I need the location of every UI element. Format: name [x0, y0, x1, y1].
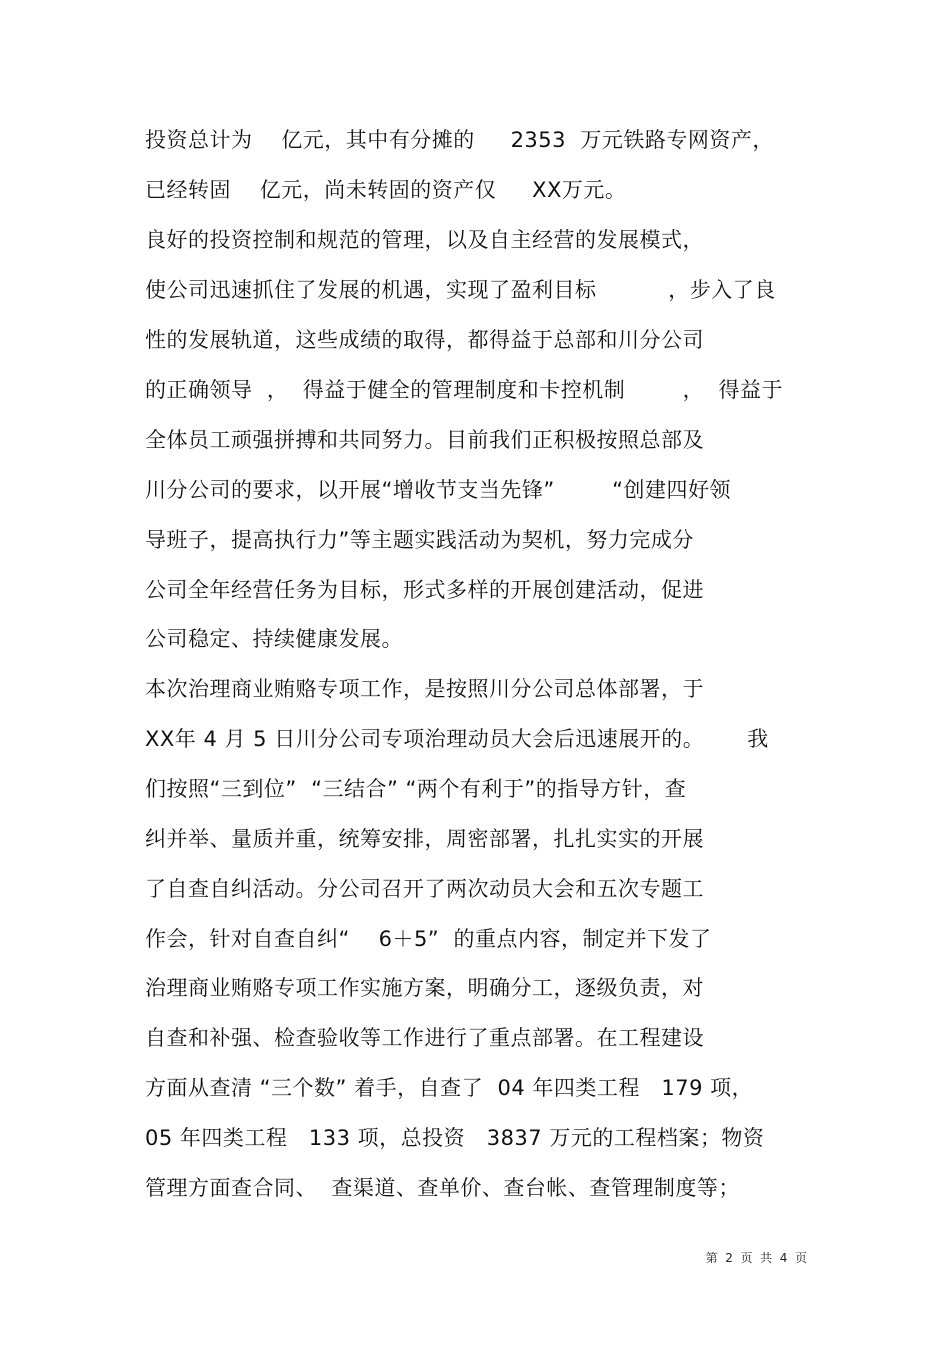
text-line: 作会，针对自查自纠“ 6＋5” 的重点内容，制定并下发了 [145, 927, 712, 951]
text-line: 管理方面查合同、 查渠道、查单价、查台帐、查管理制度等； [145, 1176, 740, 1200]
text-line: 了自查自纠活动。分公司召开了两次动员大会和五次专题工 [145, 877, 704, 901]
text-line: 导班子，提高执行力”等主题实践活动为契机，努力完成分 [145, 528, 694, 552]
text-line: 治理商业贿赂专项工作实施方案，明确分工，逐级负责，对 [145, 976, 704, 1000]
text-line: 公司全年经营任务为目标，形式多样的开展创建活动，促进 [145, 578, 704, 602]
text-line: 们按照“三到位” “三结合” “两个有利于”的指导方针，查 [145, 777, 687, 801]
text-line: 投资总计为 亿元，其中有分摊的 2353 万元铁路专网资产， [145, 128, 774, 152]
text-line: 全体员工顽强拼搏和共同努力。目前我们正积极按照总部及 [145, 428, 704, 452]
text-line: 本次治理商业贿赂专项工作，是按照川分公司总体部署，于 [145, 677, 704, 701]
text-line: 自查和补强、检查验收等工作进行了重点部署。在工程建设 [145, 1026, 704, 1050]
text-line: 使公司迅速抓住了发展的机遇，实现了盈利目标 ，步入了良 [145, 278, 776, 302]
text-line: 方面从查清 “三个数” 着手，自查了 04 年四类工程 179 项， [145, 1076, 754, 1100]
text-line: 川分公司的要求，以开展“增收节支当先锋” “创建四好领 [145, 478, 732, 502]
text-line: XX年 4 月 5 日川分公司专项治理动员大会后迅速展开的。 我 [145, 727, 769, 751]
text-line: 良好的投资控制和规范的管理，以及自主经营的发展模式， [145, 228, 704, 252]
page-number: 第 2 页 共 4 页 [705, 1251, 807, 1265]
text-line: 已经转固 亿元，尚未转固的资产仅 XX万元。 [145, 178, 627, 202]
text-line: 的正确领导 ， 得益于健全的管理制度和卡控机制 ， 得益于 [145, 378, 783, 402]
text-line: 公司稳定、持续健康发展。 [145, 627, 403, 651]
text-line: 性的发展轨道，这些成绩的取得，都得益于总部和川分公司 [145, 328, 704, 352]
text-line: 纠并举、量质并重，统筹安排，周密部署，扎扎实实的开展 [145, 827, 704, 851]
text-line: 05 年四类工程 133 项，总投资 3837 万元的工程档案；物资 [145, 1126, 765, 1150]
